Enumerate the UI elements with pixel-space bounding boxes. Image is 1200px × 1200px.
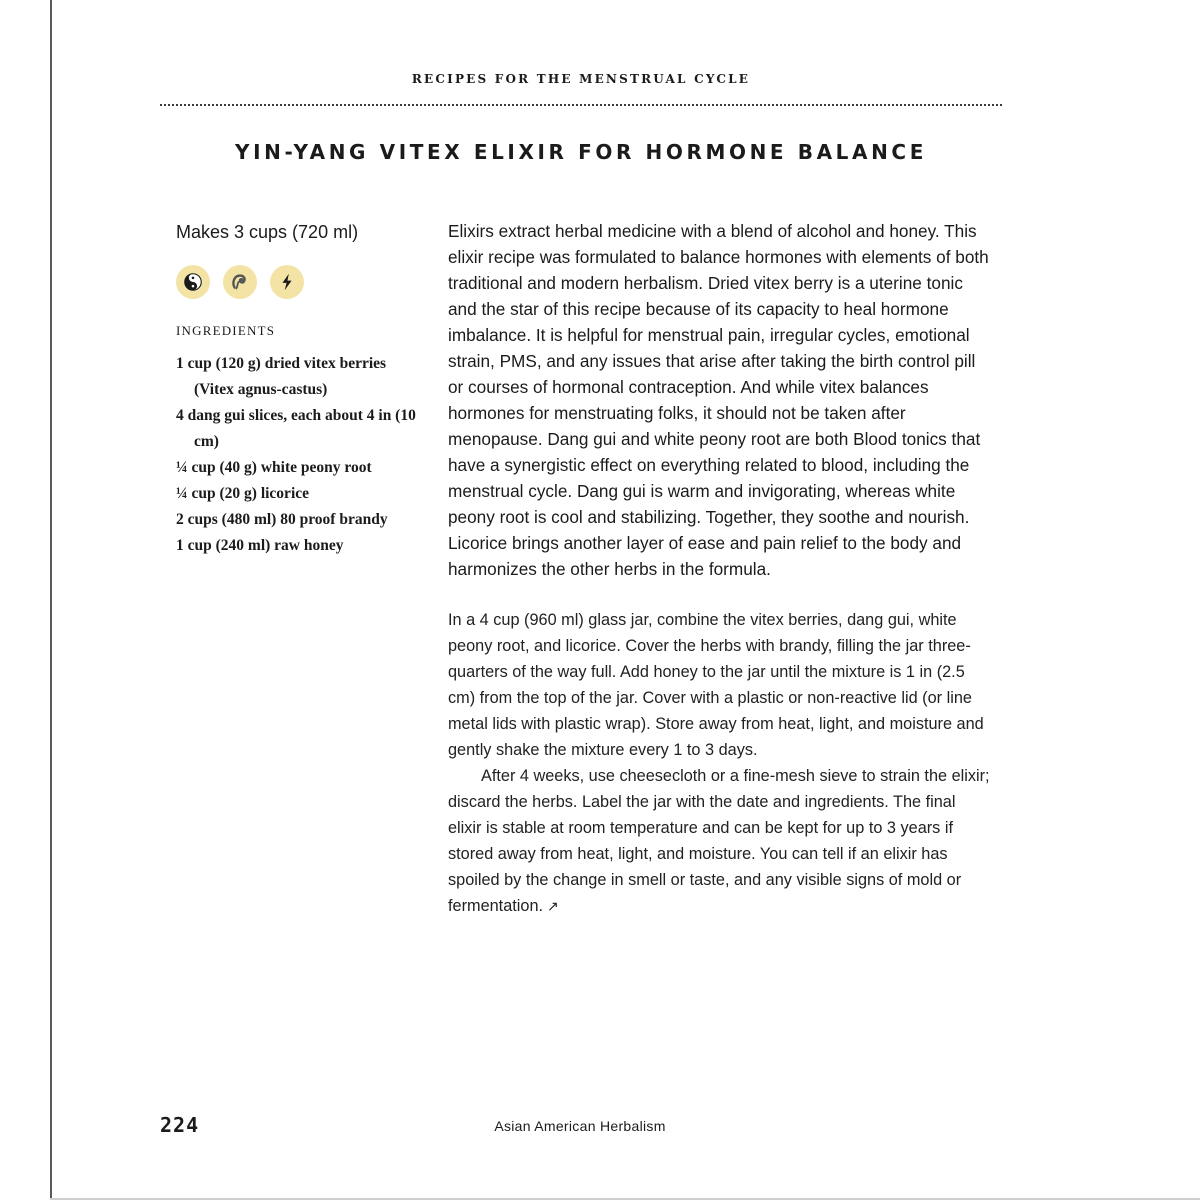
ingredient-item: 4 dang gui slices, each about 4 in (10 cm): [176, 407, 416, 450]
property-icons: [176, 265, 426, 299]
intro-paragraph: Elixirs extract herbal medicine with a blend of alcohol and honey. This elixir recipe was formulated to balance hormones with elements of both traditional and modern herbalism. Dried vitex berry is a uterine tonic and the star of this recipe because of its capacity to heal hormone imbalance. It is helpful for menstrual pain, irregular cycles, emotional strain, PMS, and any issues that arise after taking the birth control pill or courses of hormonal contraception. And while vitex balances hormones for menstruating folks, it should not be taken after menopause. Dang gui and white peony root are both Blood tonics that have a synergistic effect on everything related to blood, including the menstrual cycle. Dang gui is warm and invigorating, whereas white peony root is cool and stabilizing. Together, they soothe and nourish. Licorice brings another layer of ease and pain relief to the body and harmonizes the other herbs in the formula.: [448, 221, 989, 579]
ingredients-list: [176, 351, 426, 559]
wind-swirl-icon: [223, 265, 257, 299]
end-arrow-icon: ↗: [547, 898, 559, 914]
method-paragraph-2: [448, 763, 993, 919]
ingredients-heading: INGREDIENTS: [176, 323, 276, 338]
method-paragraph-1: In a 4 cup (960 ml) glass jar, combine the vitex berries, dang gui, white peony root, and licorice. Cover the herbs with brandy, filling the jar three-quarters of the way full. Add honey to the jar until the mixture is 1 in (2.5 cm) from the top of the jar. Cover with a plastic or non-reactive lid (or line metal lids with plastic wrap). Store away from heat, light, and moisture and gently shake the mixture every 1 to 3 days.: [448, 611, 984, 759]
book-title: Asian American Herbalism: [494, 1118, 666, 1134]
recipe-yield: Makes 3 cups (720 ml): [176, 222, 359, 242]
yin-yang-icon: [176, 265, 210, 299]
ingredient-item: ¼ cup (20 g) licorice: [176, 485, 310, 502]
dotted-divider: [160, 104, 1002, 106]
page-spine-edge: [50, 0, 52, 1200]
lightning-bolt-icon: [270, 265, 304, 299]
page-number: 224: [160, 1113, 200, 1137]
ingredient-item: ¼ cup (40 g) white peony root: [176, 459, 372, 476]
recipe-body: [448, 218, 993, 919]
method-paragraph-2-text: After 4 weeks, use cheesecloth or a fine-mesh sieve to strain the elixir; discard the herbs. Label the jar with the date and ingredients. The final elixir is stable at room temperature and can be kept for up to 3 years if stored away from heat, light, and moisture. You can tell if an elixir has spoiled by the change in smell or taste, and any visible signs of mold or fermentation.: [448, 767, 990, 915]
method-section: [448, 607, 993, 919]
ingredient-item: 1 cup (120 g) dried vitex berries (Vitex agnus-castus): [176, 355, 387, 398]
ingredient-item: 2 cups (480 ml) 80 proof brandy: [176, 511, 388, 528]
running-head: RECIPES FOR THE MENSTRUAL CYCLE: [411, 72, 751, 86]
recipe-title: YIN-YANG VITEX ELIXIR FOR HORMONE BALANCE: [235, 140, 927, 164]
recipe-sidebar: [176, 222, 426, 559]
ingredient-item: 1 cup (240 ml) raw honey: [176, 537, 344, 554]
